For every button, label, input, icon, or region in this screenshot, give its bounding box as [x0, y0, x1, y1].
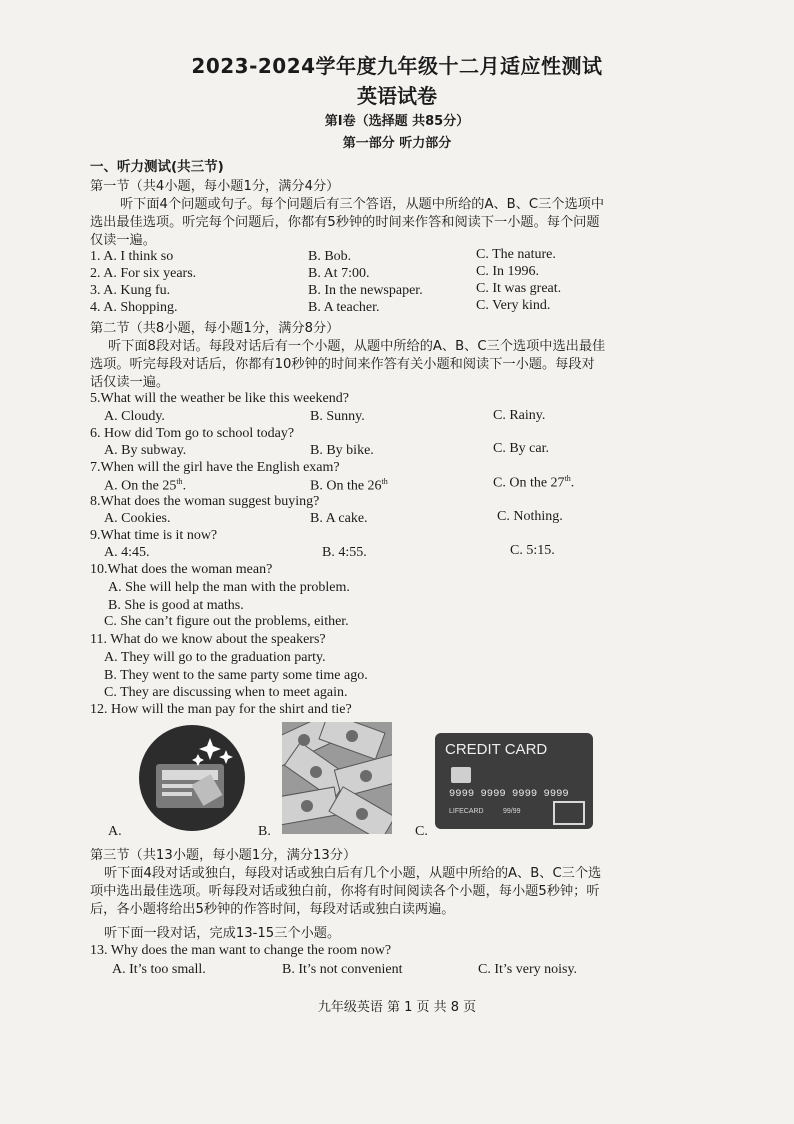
q4-option-c: C. Very kind.	[476, 298, 551, 313]
q7-question: 7.When will the girl have the English exam?	[90, 460, 340, 475]
q12-option-b: B.	[258, 824, 271, 839]
q3-option-b: B. In the newspaper.	[308, 283, 423, 298]
q8-option-a: A. Cookies.	[104, 511, 171, 526]
q6-option-b: B. By bike.	[310, 443, 374, 458]
q7-option-b: B. On the 26th	[310, 477, 388, 494]
q12-question: 12. How will the man pay for the shirt and tie?	[90, 702, 352, 717]
q2-option-c: C. In 1996.	[476, 264, 539, 279]
q10-option-b: B. She is good at maths.	[108, 598, 244, 613]
exam-title: 2023-2024学年度九年级十二月适应性测试	[191, 54, 603, 78]
section-title: 一、听力测试(共三节)	[90, 159, 224, 175]
q10-option-a: A. She will help the man with the problem.	[108, 580, 350, 595]
q12-option-c: C.	[415, 824, 428, 839]
sec2-instruction-3: 话仅读一遍。	[90, 375, 170, 390]
q12-picture-b-cash	[282, 722, 392, 834]
q10-question: 10.What does the woman mean?	[90, 562, 273, 577]
q5-option-b: B. Sunny.	[310, 409, 365, 424]
q10-option-c: C. She can’t figure out the problems, either.	[104, 614, 349, 629]
q11-option-b: B. They went to the same party some time ago.	[104, 668, 368, 683]
q11-option-c: C. They are discussing when to meet again.	[104, 685, 348, 700]
card-expiry: 99/99	[503, 808, 521, 815]
q9-question: 9.What time is it now?	[90, 528, 218, 543]
sec1-instruction-1: 听下面4个问题或句子。每个问题后有三个答语，从题中所给的A、B、C三个选项中	[120, 197, 605, 212]
q3-option-c: C. It was great.	[476, 281, 562, 296]
card-title: CREDIT CARD	[445, 741, 548, 758]
sec2-instruction-2: 选项。听完每段对话后，你都有10秒钟的时间来作答有关小题和阅读下一小题。每段对	[90, 357, 595, 372]
sec3-heading: 第三节（共13小题，每小题1分，满分13分）	[90, 848, 357, 863]
q6-option-c: C. By car.	[493, 441, 549, 456]
q1-option-a: 1. A. I think so	[90, 249, 174, 264]
q8-option-c: C. Nothing.	[497, 509, 563, 524]
q5-question: 5.What will the weather be like this weekend?	[90, 391, 349, 406]
sec1-instruction-2: 选出最佳选项。听完每个问题后，你都有5秒钟的时间来作答和阅读下一小题。每个问题	[90, 215, 600, 230]
q2-option-a: 2. A. For six years.	[90, 266, 197, 281]
q4-option-a: 4. A. Shopping.	[90, 300, 178, 315]
part-label: 第一部分 听力部分	[342, 136, 452, 151]
q6-question: 6. How did Tom go to school today?	[90, 426, 295, 441]
q5-option-c: C. Rainy.	[493, 408, 546, 423]
q5-option-a: A. Cloudy.	[104, 409, 165, 424]
q12-option-a: A.	[108, 824, 122, 839]
q9-option-c: C. 5:15.	[510, 543, 555, 558]
q9-option-b: B. 4:55.	[322, 545, 367, 560]
banknotes-icon	[282, 722, 392, 834]
q4-option-b: B. A teacher.	[308, 300, 380, 315]
card-logo-icon	[553, 801, 585, 825]
sec3-instruction-4: 听下面一段对话，完成13-15三个小题。	[104, 926, 341, 941]
q13-option-a: A. It’s too small.	[112, 962, 206, 977]
q13-question: 13. Why does the man want to change the room now?	[90, 943, 392, 958]
q1-option-c: C. The nature.	[476, 247, 556, 262]
q11-option-a: A. They will go to the graduation party.	[104, 650, 326, 665]
q11-question: 11. What do we know about the speakers?	[90, 632, 326, 647]
sec1-heading: 第一节（共4小题，每小题1分，满分4分）	[90, 179, 340, 194]
card-name: LIFECARD	[449, 808, 484, 815]
card-chip-icon	[451, 767, 471, 783]
q13-option-c: C. It’s very noisy.	[478, 962, 578, 977]
q1-option-b: B. Bob.	[308, 249, 352, 264]
q12-picture-c-credit-card	[435, 733, 593, 829]
card-reader-icon	[138, 724, 246, 832]
volume-label: 第Ⅰ卷（选择题 共85分）	[324, 114, 470, 129]
q8-option-b: B. A cake.	[310, 511, 368, 526]
q3-option-a: 3. A. Kung fu.	[90, 283, 171, 298]
sec3-instruction-1: 听下面4段对话或独白，每段对话或独白后有几个小题，从题中所给的A、B、C三个选	[104, 866, 602, 881]
card-number: 9999 9999 9999 9999	[449, 788, 569, 800]
page-footer: 九年级英语 第 1 页 共 8 页	[317, 1000, 477, 1015]
q7-option-a: A. On the 25th.	[104, 477, 187, 494]
sec1-instruction-3: 仅读一遍。	[90, 233, 156, 248]
q2-option-b: B. At 7:00.	[308, 266, 370, 281]
sec2-heading: 第二节（共8小题，每小题1分，满分8分）	[90, 321, 340, 336]
sec3-instruction-2: 项中选出最佳选项。听每段对话或独白前，你将有时间阅读各个小题，每小题5秒钟；听	[90, 884, 600, 899]
sec3-instruction-3: 后，各小题将给出5秒钟的作答时间，每段对话或独白读两遍。	[90, 902, 455, 917]
q12-picture-a-card-reader	[138, 724, 246, 832]
sec2-instruction-1: 听下面8段对话。每段对话后有一个小题，从题中所给的A、B、C三个选项中选出最佳	[108, 339, 606, 354]
q9-option-a: A. 4:45.	[104, 545, 150, 560]
q7-option-c: C. On the 27th.	[493, 474, 575, 491]
q6-option-a: A. By subway.	[104, 443, 187, 458]
exam-subject: 英语试卷	[357, 84, 437, 108]
q13-option-b: B. It’s not convenient	[282, 962, 403, 977]
q8-question: 8.What does the woman suggest buying?	[90, 494, 320, 509]
